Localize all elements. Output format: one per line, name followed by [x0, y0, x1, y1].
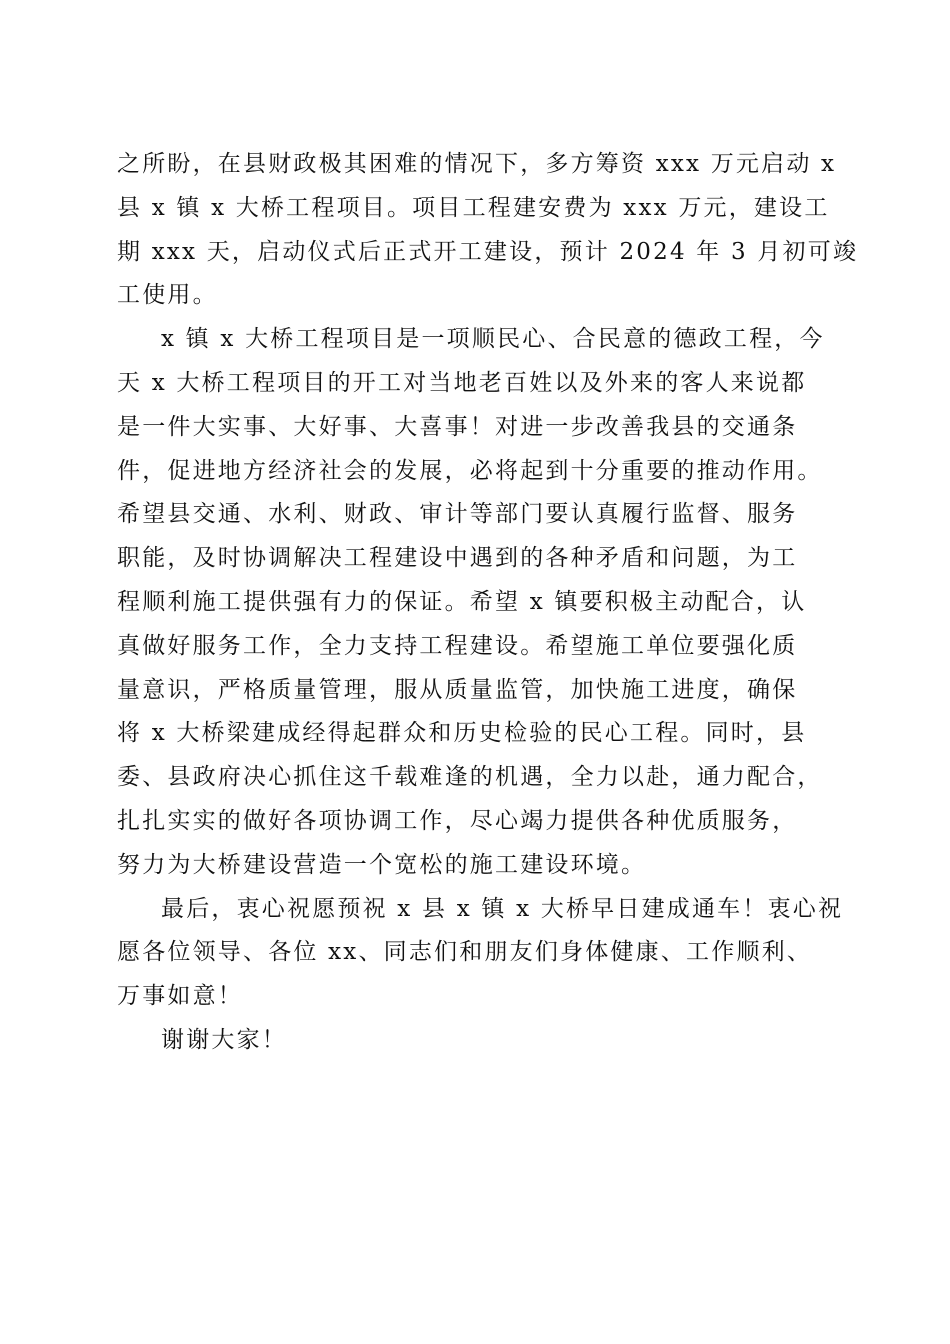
paragraph-first-line: x 镇 x 大桥工程项目是一项顺民心、合民意的德政工程，今	[161, 326, 825, 353]
text-line: 量意识，严格质量管理，服从质量监管，加快施工进度，确保	[117, 676, 798, 703]
closing-line: 谢谢大家！	[161, 1026, 287, 1053]
text-line: 工使用。	[117, 282, 218, 309]
text-line: 委、县政府决心抓住这千载难逢的机遇，全力以赴，通力配合，	[117, 764, 823, 791]
text-line: 县 x 镇 x 大桥工程项目。项目工程建安费为 xxx 万元，建设工	[117, 194, 830, 221]
text-line: 是一件大实事、大好事、大喜事！对进一步改善我县的交通条	[117, 413, 798, 440]
text-line: 职能，及时协调解决工程建设中遇到的各种矛盾和问题，为工	[117, 545, 798, 572]
text-line: 愿各位领导、各位 xx、同志们和朋友们身体健康、工作顺利、	[117, 939, 813, 966]
text-line: 期 xxx 天，启动仪式后正式开工建设，预计 2024 年 3 月初可竣	[117, 238, 859, 265]
paragraph-first-line: 最后，衷心祝愿预祝 x 县 x 镇 x 大桥早日建成通车！衷心祝	[161, 895, 844, 922]
text-line: 努力为大桥建设营造一个宽松的施工建设环境。	[117, 851, 647, 878]
text-line: 真做好服务工作，全力支持工程建设。希望施工单位要强化质	[117, 632, 798, 659]
text-line: 希望县交通、水利、财政、审计等部门要认真履行监督、服务	[117, 501, 798, 528]
text-line: 天 x 大桥工程项目的开工对当地老百姓以及外来的客人来说都	[117, 369, 807, 396]
text-line: 件，促进地方经济社会的发展，必将起到十分重要的推动作用。	[117, 457, 823, 484]
text-line: 扎扎实实的做好各项协调工作，尽心竭力提供各种优质服务，	[117, 807, 798, 834]
text-line: 程顺利施工提供强有力的保证。希望 x 镇要积极主动配合，认	[117, 588, 807, 615]
text-line: 将 x 大桥梁建成经得起群众和历史检验的民心工程。同时，县	[117, 720, 807, 747]
speech-body	[117, 143, 859, 1063]
text-line: 万事如意！	[117, 983, 243, 1010]
text-line: 之所盼，在县财政极其困难的情况下，多方筹资 xxx 万元启动 x	[117, 151, 837, 177]
